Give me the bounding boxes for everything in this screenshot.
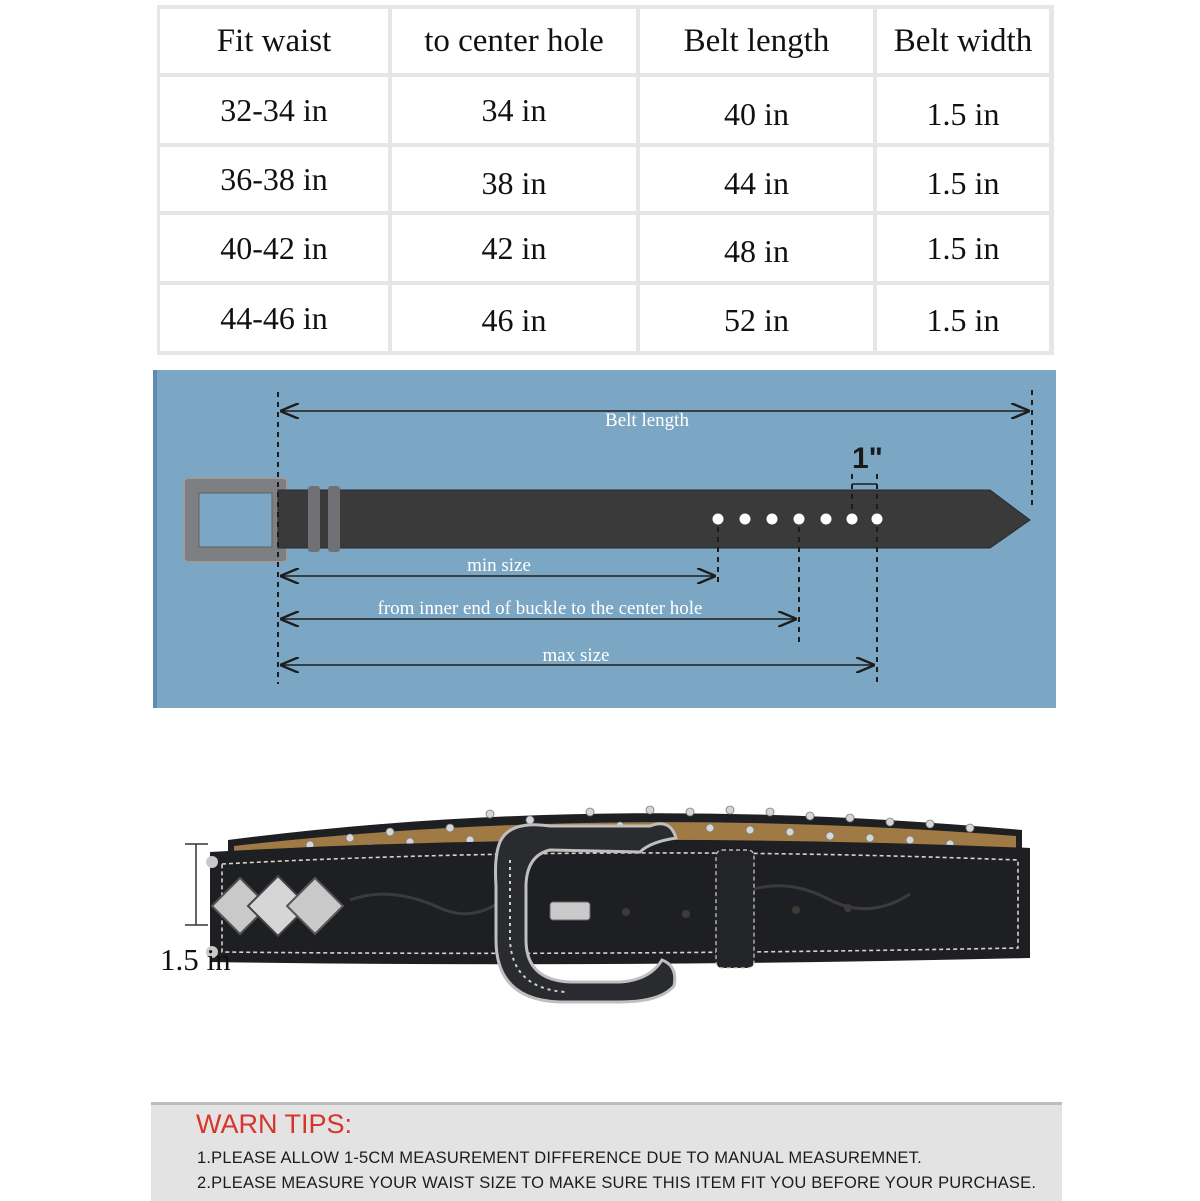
table-cell: 40-42 in: [160, 215, 388, 281]
warn-tips-panel: [151, 1102, 1062, 1201]
belt-length-label: Belt length: [605, 410, 689, 431]
table-header-cell: Belt width: [877, 9, 1049, 73]
belt-width-label: 1.5 in: [160, 942, 231, 977]
warn-tip-line: 1.PLEASE ALLOW 1-5CM MEASUREMENT DIFFERENCE DUE TO MANUAL MEASUREMNET.: [197, 1149, 922, 1167]
center-hole-label: from inner end of buckle to the center hole: [377, 598, 703, 619]
max-size-label: max size: [542, 645, 610, 666]
size-table: [157, 5, 1054, 355]
min-size-label: min size: [467, 555, 531, 576]
table-cell: 1.5 in: [877, 147, 1049, 211]
warn-tips-title: WARN TIPS:: [196, 1109, 353, 1139]
table-header-cell: to center hole: [392, 9, 636, 73]
table-cell: 40 in: [640, 77, 873, 143]
table-cell: 52 in: [640, 285, 873, 351]
belt-measurement-diagram: [150, 370, 1062, 712]
table-cell: 32-34 in: [160, 77, 388, 143]
table-header-cell: Fit waist: [160, 9, 388, 73]
belt-illustration: [150, 790, 1050, 1090]
buckle-shape: [184, 478, 287, 562]
table-cell: 48 in: [640, 215, 873, 281]
table-cell: 1.5 in: [877, 215, 1049, 281]
belt-product-photo: [150, 790, 1050, 1090]
table-cell: 44 in: [640, 147, 873, 211]
table-cell: 36-38 in: [160, 147, 388, 211]
table-cell: 1.5 in: [877, 77, 1049, 143]
table-cell: 42 in: [392, 215, 636, 281]
table-cell: 34 in: [392, 77, 636, 143]
table-header-cell: Belt length: [640, 9, 873, 73]
table-cell: 46 in: [392, 285, 636, 351]
table-cell: 44-46 in: [160, 285, 388, 351]
table-cell: 1.5 in: [877, 285, 1049, 351]
belt-strap-shape: [278, 490, 1030, 548]
warn-tip-line: 2.PLEASE MEASURE YOUR WAIST SIZE TO MAKE SURE THIS ITEM FIT YOU BEFORE YOUR PURCHASE.: [197, 1174, 1037, 1192]
table-cell: 38 in: [392, 147, 636, 211]
hole-spacing-label: 1": [852, 442, 883, 475]
